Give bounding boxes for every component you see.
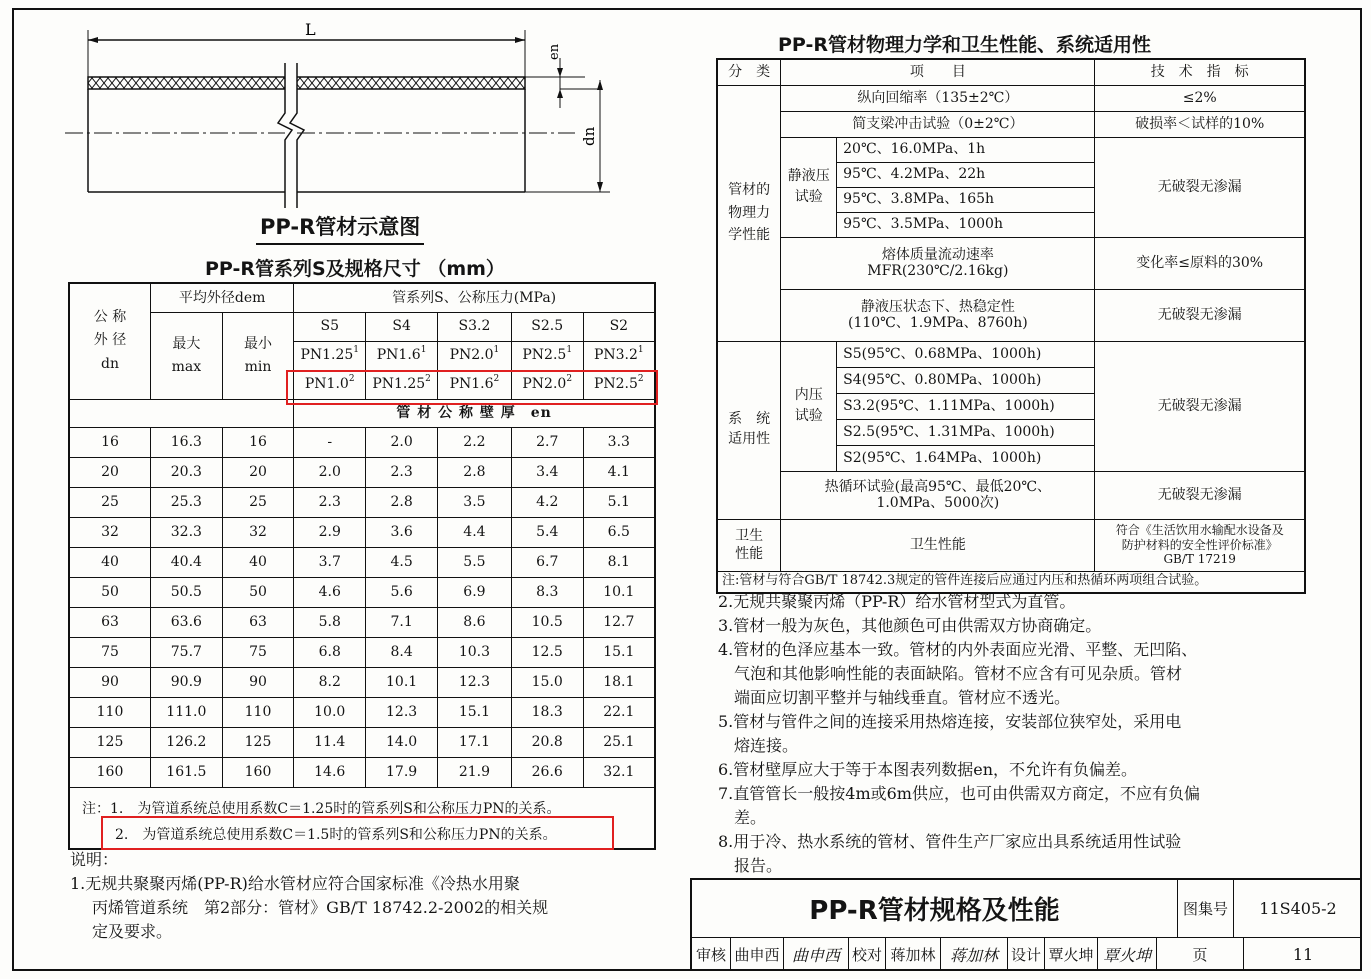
wall-thickness-cell: 8.4 — [366, 637, 438, 667]
title-block — [690, 878, 1362, 971]
wall-thickness-cell: 22.1 — [583, 697, 655, 727]
wall-thickness-cell: 8.1 — [583, 547, 655, 577]
size-note-2: 2. 为管道系统总使用系数C＝1.5时的管系列S和公称压力PN的关系。 — [115, 826, 557, 843]
right-note-line: 6.管材壁厚应大于等于本图表列数据en，不允许有负偏差。 — [718, 760, 1138, 779]
wall-thickness-cell: 2.8 — [438, 457, 512, 487]
wall-thickness-cell: 6.8 — [294, 637, 366, 667]
note-1-cont: 丙烯管道系统 第2部分：管材》GB/T 18742.2-2002的相关规 — [92, 898, 549, 917]
title-block-main — [692, 880, 1178, 938]
check-name: 蒋加林 — [886, 938, 941, 971]
size-table-row — [69, 577, 655, 607]
wall-thickness-cell: 7.1 — [366, 607, 438, 637]
perf-spec: 无破裂无渗漏 — [1095, 471, 1305, 519]
pn2-cell: $PN2.5^2$ — [583, 370, 655, 399]
right-note-line: 5.管材与管件之间的连接采用热熔连接，安装部位狭窄处，采用电 — [718, 712, 1182, 731]
perf-item: 热循环试验(最高95℃、最低20℃、 1.0MPa、5000次) — [781, 471, 1095, 519]
dem-cell: 50 — [222, 577, 294, 607]
perf-spec: 破损率＜试样的10% — [1095, 111, 1305, 137]
dem-cell: 90.9 — [151, 667, 223, 697]
pn1-cell: PN1.25$^1$ — [294, 341, 366, 370]
wall-thickness-cell: 3.6 — [366, 517, 438, 547]
right-note-line: 8.用于冷、热水系统的管材、管件生产厂家应出具系统适用性试验 — [718, 832, 1182, 851]
size-table-row — [69, 607, 655, 637]
perf-header-spec: 技 术 指 标 — [1095, 59, 1305, 85]
pn1-cell: $PN2.5^1$ — [511, 341, 583, 370]
size-table-row — [69, 487, 655, 517]
wall-thickness-cell: 10.1 — [583, 577, 655, 607]
label-L: L — [305, 20, 316, 39]
dem-cell: 20.3 — [151, 457, 223, 487]
static-row: 95℃、4.2MPa、22h — [837, 162, 1095, 187]
perf-item: 卫生性能 — [781, 519, 1095, 571]
inner-spec: 无破裂无渗漏 — [1095, 341, 1305, 471]
dem-cell: 20 — [222, 457, 294, 487]
wall-thickness-cell: 12.7 — [583, 607, 655, 637]
wall-thickness-cell: 2.8 — [366, 487, 438, 517]
wall-thickness-cell: 2.9 — [294, 517, 366, 547]
dn-cell: 32 — [69, 517, 151, 547]
wall-thickness-cell: 12.5 — [511, 637, 583, 667]
inner-row: S2.5(95℃、1.31MPa、1000h) — [837, 419, 1095, 445]
wall-thickness-cell: 5.4 — [511, 517, 583, 547]
header-blank — [69, 399, 294, 427]
wall-thickness-cell: 10.5 — [511, 607, 583, 637]
dem-cell: 40 — [222, 547, 294, 577]
signature-row — [692, 938, 1362, 971]
pn1-cell: $PN3.2^1$ — [583, 341, 655, 370]
wall-thickness-cell: 12.3 — [366, 697, 438, 727]
wall-thickness-cell: 5.1 — [583, 487, 655, 517]
wall-thickness-cell: 2.3 — [366, 457, 438, 487]
wall-thickness-cell: 10.3 — [438, 637, 512, 667]
series-cell: S4 — [366, 312, 438, 341]
dem-cell: 16 — [222, 427, 294, 457]
pn2-cell: PN1.25$^2$ — [366, 370, 438, 399]
wall-thickness-cell: 2.0 — [294, 457, 366, 487]
wall-thickness-cell: 14.0 — [366, 727, 438, 757]
right-note-line: 熔连接。 — [718, 736, 799, 755]
wall-thickness-cell: 8.3 — [511, 577, 583, 607]
dn-cell: 90 — [69, 667, 151, 697]
perf-item: 纵向回缩率（135±2℃） — [781, 85, 1095, 111]
size-table-row — [69, 757, 655, 787]
cat-system: 系 统 适用性 — [717, 341, 781, 519]
wall-thickness-cell: 6.5 — [583, 517, 655, 547]
dem-cell: 25 — [222, 487, 294, 517]
perf-item: 简支梁冲击试验（0±2℃） — [781, 111, 1095, 137]
perf-footnote: 注:管材与符合GB/T 18742.3规定的管件连接后应通过内压和热循环两项组合试验。 — [717, 571, 1305, 593]
label-dn: dn — [580, 126, 598, 146]
cat-physical: 管材的 物理力 学性能 — [717, 85, 781, 341]
size-table-title: PP-R管系列S及规格尺寸 （mm） — [205, 258, 505, 280]
dem-cell: 32 — [222, 517, 294, 547]
wall-thickness-cell: 4.4 — [438, 517, 512, 547]
dem-cell: 32.3 — [151, 517, 223, 547]
note-1-cont: 定及要求。 — [92, 922, 173, 941]
review-signature: 曲申西 — [784, 938, 849, 971]
static-row: 20℃、16.0MPa、1h — [837, 137, 1095, 162]
sheet-title: PP-R管材规格及性能 — [809, 896, 1060, 926]
wall-thickness-cell: 17.9 — [366, 757, 438, 787]
dem-cell: 125 — [222, 727, 294, 757]
pn2-cell: $PN2.0^2$ — [511, 370, 583, 399]
dn-cell: 40 — [69, 547, 151, 577]
dn-cell: 110 — [69, 697, 151, 727]
size-table-row — [69, 457, 655, 487]
dem-cell: 63.6 — [151, 607, 223, 637]
wall-thickness-cell: 15.1 — [438, 697, 512, 727]
header-dn: 公 称 外 径 dn — [69, 283, 151, 399]
inner-row: S3.2(95℃、1.11MPa、1000h) — [837, 393, 1095, 419]
wall-thickness-cell: 15.0 — [511, 667, 583, 697]
right-note-line: 报告。 — [718, 856, 783, 875]
right-note-line: 4.管材的色泽应基本一致。管材的内外表面应光滑、平整、无凹陷、 — [718, 640, 1198, 659]
wall-thickness-cell: 2.0 — [366, 427, 438, 457]
header-en: 管 材 公 称 壁 厚 en — [294, 399, 655, 427]
wall-thickness-cell: 3.5 — [438, 487, 512, 517]
perf-header-item: 项 目 — [781, 59, 1095, 85]
label-en: en — [547, 43, 562, 60]
wall-thickness-cell: 14.6 — [294, 757, 366, 787]
perf-item: 静液压状态下、热稳定性 (110℃、1.9MPa、8760h) — [781, 289, 1095, 341]
dn-cell: 20 — [69, 457, 151, 487]
wall-thickness-cell: 10.1 — [366, 667, 438, 697]
size-table-row — [69, 697, 655, 727]
size-table-row — [69, 727, 655, 757]
atlas-label: 图集号 — [1178, 880, 1234, 938]
dem-cell: 25.3 — [151, 487, 223, 517]
wall-thickness-cell: 5.8 — [294, 607, 366, 637]
wall-thickness-cell: 18.3 — [511, 697, 583, 727]
inner-label: 内压 试验 — [781, 341, 837, 471]
design-label: 设计 — [1008, 938, 1045, 971]
left-notes — [70, 848, 670, 944]
perf-spec: ≤2% — [1095, 85, 1305, 111]
dem-cell: 63 — [222, 607, 294, 637]
wall-thickness-cell: 21.9 — [438, 757, 512, 787]
dn-cell: 50 — [69, 577, 151, 607]
perf-item: 熔体质量流动速率 MFR(230℃/2.16kg) — [781, 237, 1095, 289]
size-table — [68, 282, 656, 850]
dn-cell: 16 — [69, 427, 151, 457]
dn-cell: 63 — [69, 607, 151, 637]
wall-thickness-cell: 4.1 — [583, 457, 655, 487]
size-table-row — [69, 667, 655, 697]
wall-thickness-cell: 3.3 — [583, 427, 655, 457]
pn1-cell: $PN1.6^1$ — [366, 341, 438, 370]
dem-cell: 126.2 — [151, 727, 223, 757]
header-min: 最小 min — [222, 312, 294, 399]
perf-table — [716, 58, 1306, 594]
perf-spec: 符合《生活饮用水输配水设备及 防护材料的安全性评价标准》 GB/T 17219 — [1095, 519, 1305, 571]
wall-thickness-cell: 4.5 — [366, 547, 438, 577]
size-note-1: 注：1. 为管道系统总使用系数C＝1.25时的管系列S和公称压力PN的关系。 — [82, 800, 561, 817]
wall-thickness-cell: 3.7 — [294, 547, 366, 577]
dn-cell: 75 — [69, 637, 151, 667]
design-name: 覃火坤 — [1045, 938, 1098, 971]
wall-thickness-cell: 15.1 — [583, 637, 655, 667]
wall-thickness-cell: 20.8 — [511, 727, 583, 757]
perf-header-category: 分 类 — [717, 59, 781, 85]
size-table-body — [69, 427, 655, 787]
static-row: 95℃、3.5MPa、1000h — [837, 212, 1095, 237]
highlight-note-2 — [101, 816, 614, 850]
right-note-line: 差。 — [718, 808, 767, 827]
series-cell: S5 — [294, 312, 366, 341]
wall-thickness-cell: 4.6 — [294, 577, 366, 607]
wall-thickness-cell: 17.1 — [438, 727, 512, 757]
wall-thickness-cell: 6.7 — [511, 547, 583, 577]
dn-cell: 25 — [69, 487, 151, 517]
note-1: 1.无规共聚聚丙烯(PP-R)给水管材应符合国家标准《冷热水用聚 — [70, 874, 520, 893]
wall-thickness-cell: 8.6 — [438, 607, 512, 637]
diagram-title: PP-R管材示意图 — [256, 211, 424, 245]
dem-cell: 160 — [222, 757, 294, 787]
page-label: 页 — [1157, 938, 1244, 971]
inner-row: S2(95℃、1.64MPa、1000h) — [837, 445, 1095, 471]
wall-thickness-cell: 2.7 — [511, 427, 583, 457]
right-note-line: 3.管材一般为灰色，其他颜色可由供需双方协商确定。 — [718, 616, 1102, 635]
series-cell: S3.2 — [438, 312, 512, 341]
wall-thickness-cell: - — [294, 427, 366, 457]
cat-hygiene: 卫生 性能 — [717, 519, 781, 571]
review-name: 曲申西 — [731, 938, 784, 971]
wall-thickness-cell: 2.2 — [438, 427, 512, 457]
right-notes — [718, 590, 1348, 878]
design-signature: 覃火坤 — [1098, 938, 1157, 971]
atlas-number: 11S405-2 — [1234, 880, 1362, 938]
static-label: 静液压 试验 — [781, 137, 837, 237]
dn-cell: 160 — [69, 757, 151, 787]
static-spec: 无破裂无渗漏 — [1095, 137, 1305, 237]
pn2-cell: $PN1.6^2$ — [438, 370, 512, 399]
right-note-line: 2.无规共聚聚丙烯（PP-R）给水管材型式为直管。 — [718, 592, 1076, 611]
wall-thickness-cell: 32.1 — [583, 757, 655, 787]
right-note-line: 气泡和其他影响性能的表面缺陷。管材不应含有可见杂质。管材 — [718, 664, 1183, 683]
inner-row: S5(95℃、0.68MPa、1000h) — [837, 341, 1095, 367]
wall-thickness-cell: 2.3 — [294, 487, 366, 517]
wall-thickness-cell: 11.4 — [294, 727, 366, 757]
size-table-row — [69, 517, 655, 547]
wall-thickness-cell: 3.4 — [511, 457, 583, 487]
dem-cell: 50.5 — [151, 577, 223, 607]
dem-cell: 110 — [222, 697, 294, 727]
right-note-line: 7.直管管长一般按4m或6m供应，也可由供需双方商定，不应有负偏 — [718, 784, 1200, 803]
page-number: 11 — [1292, 945, 1314, 964]
wall-thickness-cell: 4.2 — [511, 487, 583, 517]
highlight-pn2-row — [286, 370, 658, 405]
pn2-cell: $PN1.0^2$ — [294, 370, 366, 399]
review-label: 审核 — [692, 938, 731, 971]
static-row: 95℃、3.8MPa、165h — [837, 187, 1095, 212]
perf-table-title: PP-R管材物理力学和卫生性能、系统适用性 — [778, 34, 1152, 56]
wall-thickness-cell: 26.6 — [511, 757, 583, 787]
pipe-schematic — [60, 18, 630, 218]
series-cell: S2 — [583, 312, 655, 341]
right-note-line: 端面应切割平整并与轴线垂直。管材应不透光。 — [718, 688, 1071, 707]
wall-thickness-cell: 18.1 — [583, 667, 655, 697]
dem-cell: 75.7 — [151, 637, 223, 667]
pn1-cell: $PN2.0^1$ — [438, 341, 512, 370]
dn-cell: 125 — [69, 727, 151, 757]
wall-thickness-cell: 12.3 — [438, 667, 512, 697]
series-cell: S2.5 — [511, 312, 583, 341]
size-table-row — [69, 427, 655, 457]
wall-thickness-cell: 8.2 — [294, 667, 366, 697]
perf-spec: 变化率≤原料的30% — [1095, 237, 1305, 289]
wall-thickness-cell: 25.1 — [583, 727, 655, 757]
dem-cell: 111.0 — [151, 697, 223, 727]
inner-row: S4(95℃、0.80MPa、1000h) — [837, 367, 1095, 393]
dem-cell: 75 — [222, 637, 294, 667]
perf-spec: 无破裂无渗漏 — [1095, 289, 1305, 341]
wall-thickness-cell: 5.5 — [438, 547, 512, 577]
wall-thickness-cell: 6.9 — [438, 577, 512, 607]
dem-cell: 16.3 — [151, 427, 223, 457]
check-signature: 蒋加林 — [941, 938, 1008, 971]
header-max: 最大 max — [151, 312, 223, 399]
size-table-row — [69, 637, 655, 667]
notes-heading: 说明： — [70, 850, 119, 869]
dem-cell: 40.4 — [151, 547, 223, 577]
check-label: 校对 — [849, 938, 886, 971]
dem-cell: 90 — [222, 667, 294, 697]
header-series: 管系列S、公称压力(MPa) — [294, 283, 655, 312]
header-dem: 平均外径dem — [151, 283, 294, 312]
dem-cell: 161.5 — [151, 757, 223, 787]
size-table-row — [69, 547, 655, 577]
wall-thickness-cell: 5.6 — [366, 577, 438, 607]
wall-thickness-cell: 10.0 — [294, 697, 366, 727]
